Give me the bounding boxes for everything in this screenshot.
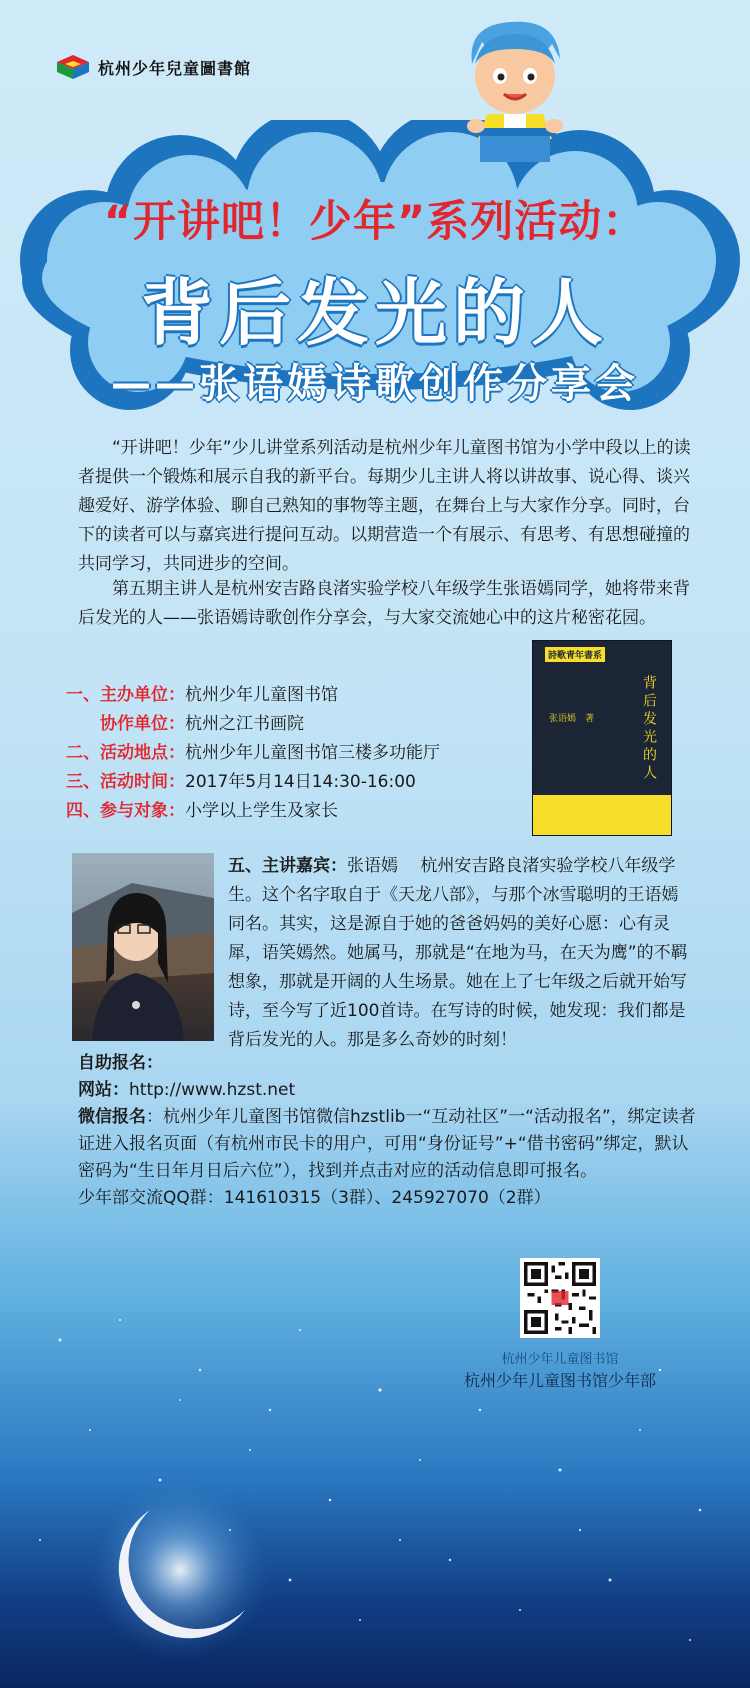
info-value: 杭州少年儿童图书馆 bbox=[185, 685, 338, 705]
guest-text: 张语嫣 杭州安吉路良渚实验学校八年级学生。这个名字取自于《天龙八部》，与那个冰雪聪明的王语嫣同名。其实，这是源自于她的爸爸妈妈的美好心愿：心有灵犀，语笑嫣然。她属马，那就是“在地为马，在天为鹰”的不羁想象，那就是开阔的人生场景。她在上了七年级之后就开始写诗，至今写了近100首诗。在写诗的时候，她发现：我们都是背后发光的人。那是多么奇妙的时刻！ bbox=[228, 856, 688, 1050]
guest-label: 五、主讲嘉宾： bbox=[228, 856, 347, 876]
guest-photo bbox=[72, 853, 214, 1041]
event-info-list bbox=[66, 681, 526, 826]
library-logo bbox=[56, 54, 251, 80]
guest-description bbox=[228, 852, 693, 1055]
info-row-organizer bbox=[66, 681, 526, 710]
book-band bbox=[533, 795, 671, 835]
info-label: 二、活动地点： bbox=[66, 743, 185, 763]
intro-paragraph-1: “开讲吧！少年”少儿讲堂系列活动是杭州少年儿童图书馆为小学中段以上的读者提供一个锻炼和展示自我的新平台。每期少儿主讲人将以讲故事、说心得、谈兴趣爱好、游学体验、聊自己熟知的事物等主题，在舞台上与大家作分享。同时，台下的读者可以与嘉宾进行提问互动。以期营造一个有展示、有思考、有思想碰撞的共同学习，共同进步的空间。 bbox=[78, 438, 691, 574]
wechat-instructions: ：杭州少年儿童图书馆微信hzstlib一“互动社区”一“活动报名”，绑定读者证进入报名页面（有杭州市民卡的用户，可用“身份证号”+“借书密码”绑定，默认密码为“生日年月日后六位”），找到并点击对应的活动信息即可报名。 bbox=[78, 1107, 696, 1181]
info-label: 一、主办单位： bbox=[66, 685, 185, 705]
book-cover bbox=[532, 640, 672, 836]
book-moon-icon bbox=[555, 655, 635, 805]
info-value: 小学以上学生及家长 bbox=[185, 801, 338, 821]
library-logo-text: 杭州少年兒童圖書館 bbox=[98, 58, 252, 78]
info-label: 三、活动时间： bbox=[66, 772, 185, 792]
info-row-location bbox=[66, 739, 526, 768]
book-title: 背后发光的人 bbox=[641, 675, 657, 783]
registration-heading: 自助报名： bbox=[78, 1053, 163, 1073]
intro-paragraph-2: 第五期主讲人是杭州安吉路良渚实验学校八年级学生张语嫣同学，她将带来背后发光的人——张语嫣诗歌创作分享会，与大家交流她心中的这片秘密花园。 bbox=[78, 579, 690, 628]
info-value: 杭州之江书画院 bbox=[185, 714, 304, 734]
registration-section bbox=[78, 1050, 698, 1212]
website-link[interactable]: http://www.hzst.net bbox=[129, 1080, 296, 1100]
qr-caption-library: 杭州少年儿童图书馆 bbox=[501, 1352, 619, 1367]
info-label: 协作单位： bbox=[100, 714, 185, 734]
qr-caption-department: 杭州少年儿童图书馆少年部 bbox=[463, 1371, 656, 1390]
book-author: 张语嫣 著 bbox=[549, 714, 595, 724]
qr-code[interactable] bbox=[520, 1258, 600, 1338]
event-title: 背后发光的人 bbox=[140, 271, 609, 355]
info-row-audience bbox=[66, 797, 526, 826]
night-sky-illustration bbox=[0, 1280, 750, 1688]
library-logo-icon bbox=[56, 54, 90, 80]
info-row-time bbox=[66, 768, 526, 797]
book-series-tag: 詩歌青年書系 bbox=[545, 647, 605, 662]
qr-code-icon bbox=[524, 1262, 596, 1334]
info-label: 四、参与对象： bbox=[66, 801, 185, 821]
wechat-label: 微信报名 bbox=[78, 1107, 146, 1127]
series-title: “开讲吧！少年”系列活动： bbox=[103, 197, 647, 247]
event-subtitle: ——张语嫣诗歌创作分享会 bbox=[111, 361, 639, 407]
info-value: 杭州少年儿童图书馆三楼多功能厅 bbox=[185, 743, 440, 763]
guest-portrait-illustration bbox=[72, 853, 214, 1041]
info-row-co-organizer bbox=[66, 710, 526, 739]
website-label: 网站： bbox=[78, 1080, 129, 1100]
qq-group-info: 少年部交流QQ群：141610315（3群）、245927070（2群） bbox=[78, 1188, 551, 1208]
mascot-boy-illustration bbox=[452, 14, 578, 164]
info-value: 2017年5月14日14:30-16:00 bbox=[185, 772, 416, 792]
